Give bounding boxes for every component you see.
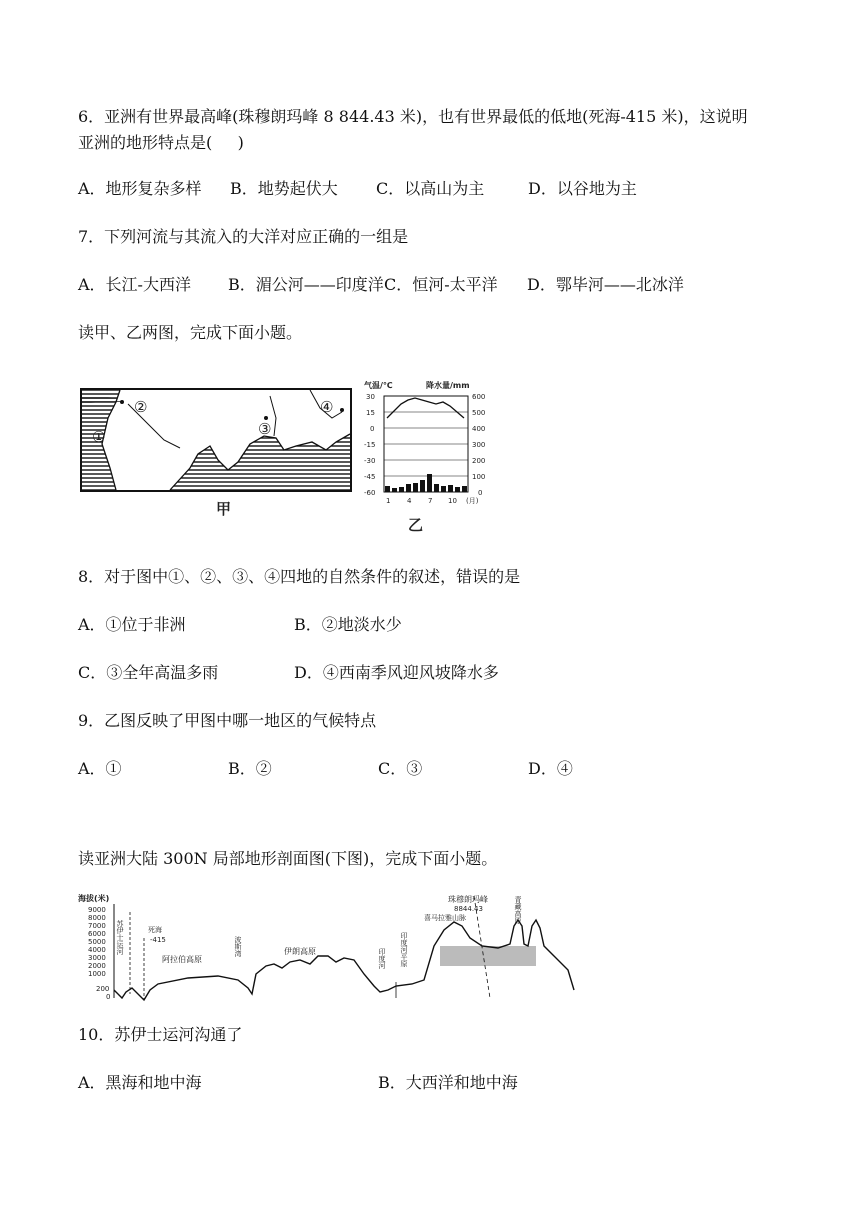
- label-indus: 印度河: [378, 948, 386, 969]
- precip-bar: [448, 485, 453, 492]
- intro-2: 读亚洲大陆 300N 局部地形剖面图(下图)，完成下面小题。: [78, 849, 498, 868]
- precip-bar: [427, 474, 432, 492]
- q7-option-c: C．恒河-太平洋: [384, 275, 498, 294]
- q10-option-a: A．黑海和地中海: [78, 1073, 202, 1092]
- profile-tick: 6000: [88, 930, 106, 938]
- plateau-band: [440, 946, 536, 966]
- marker-4: ④: [320, 398, 334, 416]
- profile-tick: 200: [96, 985, 110, 993]
- q8-option-d: D．④西南季风迎风坡降水多: [294, 663, 499, 682]
- temp-tick: 30: [366, 393, 375, 401]
- q7-option-d: D．鄂毕河——北冰洋: [527, 275, 684, 294]
- temp-tick: -15: [364, 441, 376, 449]
- profile-ticks: [88, 906, 110, 1001]
- q8-option-a: A．①位于非洲: [78, 615, 186, 634]
- temp-curve: [387, 398, 464, 418]
- precip-tick: 300: [472, 441, 486, 449]
- figure-jia-map: [80, 388, 352, 492]
- marker-2: ②: [134, 398, 148, 416]
- temp-ticks: [364, 393, 375, 497]
- precip-bar: [441, 486, 446, 492]
- temp-tick: -60: [364, 489, 376, 497]
- precip-bar: [455, 487, 460, 492]
- label-everest: 珠穆朗玛峰: [448, 895, 488, 904]
- precip-bars: [385, 474, 467, 492]
- precip-bar: [399, 487, 404, 492]
- label-persian-gulf: 波斯湾: [234, 936, 242, 957]
- precip-bar: [392, 488, 397, 492]
- q6-option-a: A．地形复杂多样: [78, 179, 202, 198]
- q9-option-b: B．②: [228, 759, 272, 778]
- precip-bar: [434, 484, 439, 492]
- label-suez: 苏伊士运河: [116, 920, 124, 955]
- q8-stem: 8．对于图中①、②、③、④四地的自然条件的叙述，错误的是: [78, 567, 521, 586]
- temp-tick: -30: [364, 457, 376, 465]
- marker-3: ③: [258, 420, 272, 438]
- month-tick: 7: [428, 497, 433, 505]
- precip-tick: 400: [472, 425, 486, 433]
- q6-stem-line2: 亚洲的地形特点是( ): [78, 133, 244, 152]
- profile-axis-title: 海拔(米): [78, 894, 110, 903]
- q9-option-c: C．③: [378, 759, 423, 778]
- q6-option-d: D．以谷地为主: [528, 179, 637, 198]
- label-iran: 伊朗高原: [284, 947, 316, 956]
- month-tick: 10: [448, 497, 457, 505]
- q7-option-a: A．长江-大西洋: [78, 275, 191, 294]
- profile-tick: 9000: [88, 906, 106, 914]
- profile-tick: 3000: [88, 954, 106, 962]
- q9-stem: 9．乙图反映了甲图中哪一地区的气候特点: [78, 711, 377, 730]
- q6-option-c: C．以高山为主: [376, 179, 485, 198]
- q9-option-a: A．①: [78, 759, 122, 778]
- figure-yi-caption: 乙: [408, 516, 424, 534]
- month-ticks: [386, 497, 479, 505]
- precip-bar: [406, 484, 411, 492]
- figure-jia-caption: 甲: [216, 500, 232, 518]
- label-everest-value: 8844.43: [454, 905, 483, 913]
- profile-tick: 7000: [88, 922, 106, 930]
- label-deadsea: 死海: [148, 926, 162, 934]
- precip-bar: [462, 486, 467, 492]
- precip-bar: [420, 480, 425, 492]
- precip-bar: [385, 486, 390, 492]
- precip-axis-title: 降水量/mm: [426, 381, 470, 390]
- q7-stem: 7．下列河流与其流入的大洋对应正确的一组是: [78, 227, 409, 246]
- profile-tick: 5000: [88, 938, 106, 946]
- precip-tick: 200: [472, 457, 486, 465]
- precip-ticks: [472, 393, 485, 497]
- profile-tick: 8000: [88, 914, 106, 922]
- profile-tick: 4000: [88, 946, 106, 954]
- profile-tick: 1000: [88, 970, 106, 978]
- profile-tick: 2000: [88, 962, 106, 970]
- precip-tick: 600: [472, 393, 486, 401]
- q10-option-b: B．大西洋和地中海: [378, 1073, 518, 1092]
- label-arabia: 阿拉伯高原: [162, 955, 202, 964]
- q7-option-b: B．湄公河——印度洋: [228, 275, 384, 294]
- precip-tick: 100: [472, 473, 486, 481]
- label-himalaya: 喜马拉雅山脉: [424, 914, 466, 922]
- q6-stem-line1: 6．亚洲有世界最高峰(珠穆朗玛峰 8 844.43 米)，也有世界最低的低地(死海-415 米)，这说明: [78, 107, 748, 126]
- q8-option-b: B．②地淡水少: [294, 615, 402, 634]
- label-indus-plain: 印度河平原: [400, 932, 408, 967]
- month-tick: 4: [407, 497, 412, 505]
- temp-tick: 0: [370, 425, 375, 433]
- temp-axis-title: 气温/℃: [364, 381, 393, 390]
- q10-stem: 10．苏伊士运河沟通了: [78, 1025, 243, 1044]
- q9-option-d: D．④: [528, 759, 573, 778]
- precip-tick: 500: [472, 409, 486, 417]
- q6-option-b: B．地势起伏大: [230, 179, 338, 198]
- temp-tick: -45: [364, 473, 376, 481]
- label-deadsea-value: -415: [150, 936, 166, 944]
- intro-1: 读甲、乙两图，完成下面小题。: [78, 323, 303, 342]
- temp-tick: 15: [366, 409, 375, 417]
- month-tick: (月): [466, 497, 479, 505]
- label-tibet: 青藏高原: [514, 896, 522, 924]
- precip-tick: 0: [478, 489, 483, 497]
- figure-yi-climate-chart: [362, 378, 502, 506]
- month-tick: 1: [386, 497, 391, 505]
- marker-1: ①: [92, 428, 106, 446]
- profile-tick: 0: [106, 993, 111, 1001]
- terrain-profile-figure: [78, 890, 578, 1002]
- precip-bar: [413, 483, 418, 492]
- q8-option-c: C．③全年高温多雨: [78, 663, 219, 682]
